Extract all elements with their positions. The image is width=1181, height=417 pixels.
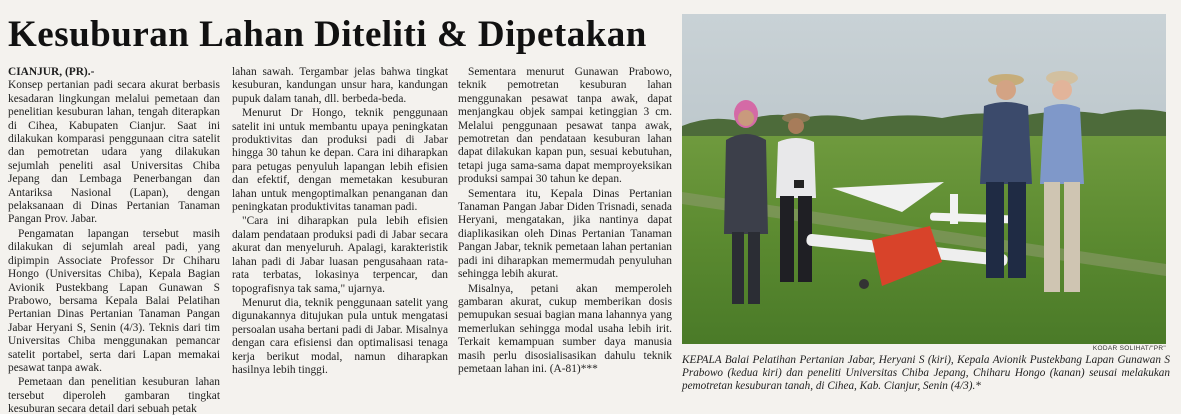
- article-column-2: [232, 66, 448, 402]
- article-column-1: [8, 66, 220, 416]
- article-column-3: [458, 66, 672, 402]
- article-paragraph: Sementara menurut Gunawan Prabowo, teknik pemotretan kesuburan lahan menggunakan pesawat tanpa awak, dapat menjangkau objek sampai ketinggian 3 cm. Melalui penggunaan pesawat tanpa awak, pemotretan dan pendataan kesuburan lahan dapat dilakukan kapan pun, sesuai kebutuhan, tetapi juga sama-sama dapat memproyeksikan produksi sampai 30 tahun ke depan.: [458, 66, 672, 186]
- news-photo: [682, 14, 1166, 344]
- article-paragraph: [8, 66, 220, 227]
- photo-credit: KODAR SOLIHAT/"PR": [1092, 345, 1166, 352]
- article-paragraph: Pengamatan lapangan tersebut masih dilakukan di sejumlah areal padi, yang dipimpin Associate Professor Dr Chiharu Hongo (Universitas Chiba), Kepala Bagian Avionik Pustekbang Lapan Gunawan S Prabowo, bersama Kepala Balai Pelatihan Pertanian Dinas Pertanian Tanaman Pangan Jabar Heryani S, Senin (4/3). Teknis dari tim Universitas Chiba menggunakan pemancar satelit portabel, serta dari Lapan memakai pesawat tanpa awak.: [8, 227, 220, 374]
- article-paragraph: "Cara ini diharapkan pula lebih efisien dalam pendataan produksi padi di Jabar secara akurat dan menyeluruh. Apalagi, karakteristik lahan padi di Jabar luasan pengusahaan rata-rata terbatas, lokasinya terpencar, dan topografisnya tak sama," ujarnya.: [232, 215, 448, 295]
- photo-caption: KEPALA Balai Pelatihan Pertanian Jabar, Heryani S (kiri), Kepala Avionik Pustekbang Lapan Gunawan S Prabowo (kedua kiri) dan peneliti Universitas Chiba Jepang, Chiharu Hongo (kanan) seusai melakukan pemotretan kesuburan tanah, di Cihea, Kab. Cianjur, Senin (4/3).*: [682, 354, 1170, 393]
- dateline: CIANJUR, (PR).-: [8, 66, 95, 78]
- article-paragraph: Pemetaan dan penelitian kesuburan lahan tersebut diperoleh gambaran tingkat kesuburan secara detail dari sebuah petak: [8, 376, 220, 416]
- paragraph-text: Konsep pertanian padi secara akurat berbasis kesadaran lingkungan melalui pemetaan dan penelitian kesuburan lahan, tengah diterapkan di Cihea, Kabupaten Cianjur. Saat ini dilakukan komparasi penggunaan citra satelit dan pemotretan udara yang dilakukan sejumlah peneliti asal Universitas Chiba Jepang dan Lembaga Penerbangan dan Antariksa Nasional (Lapan), dengan pelaksanaan di Dinas Pertanian Tanaman Pangan Prov. Jabar.: [8, 79, 220, 226]
- article-paragraph: lahan sawah. Tergambar jelas bahwa tingkat kesuburan, kandungan unsur hara, kandungan pupuk dalam tanah, dll. berbeda-beda.: [232, 66, 448, 105]
- article-paragraph: Menurut dia, teknik penggunaan satelit yang digunakannya ditujukan pula untuk mengatasi persoalan usaha bertani padi di Jabar. Misalnya dengan cara efisiensi dan optimalisasi tenaga kerja berikut modal, namun diharapkan hasilnya lebih tinggi.: [232, 296, 448, 376]
- article-paragraph: Sementara itu, Kepala Dinas Pertanian Tanaman Pangan Jabar Diden Trisnadi, senada Heryani, mengatakan, jika nantinya dapat diaplikasikan oleh Dinas Pertanian Tanaman Pangan Jabar, teknik pemetaan lahan pertanian padi ini diharapkan memermudah penyuluhan sehingga lebih akurat.: [458, 187, 672, 281]
- photo-scene: [682, 14, 1166, 344]
- article-paragraph: Menurut Dr Hongo, teknik penggunaan satelit ini untuk membantu upaya peningkatan produktivitas dan produksi padi di Jabar hingga 30 tahun ke depan. Cara ini diharapkan para petugas penyuluh lapangan lebih efisien dan efektif, dengan memetakan kesuburan lahan untuk mengoptimalkan penanganan dan peningkatan produktivitas tanaman padi.: [232, 107, 448, 214]
- article-headline: Kesuburan Lahan Diteliti & Dipetakan: [8, 14, 647, 55]
- article-paragraph: Misalnya, petani akan memperoleh gambaran akurat, cukup memberikan dosis pemupukan sesuai bagian mana lahannya yang memerlukan sehingga modal usaha lebih irit. Terkait kemampuan sumber daya manusia masih perlu disosialisasikan dahulu teknik pemetaan lahan ini. (A-81)***: [458, 282, 672, 375]
